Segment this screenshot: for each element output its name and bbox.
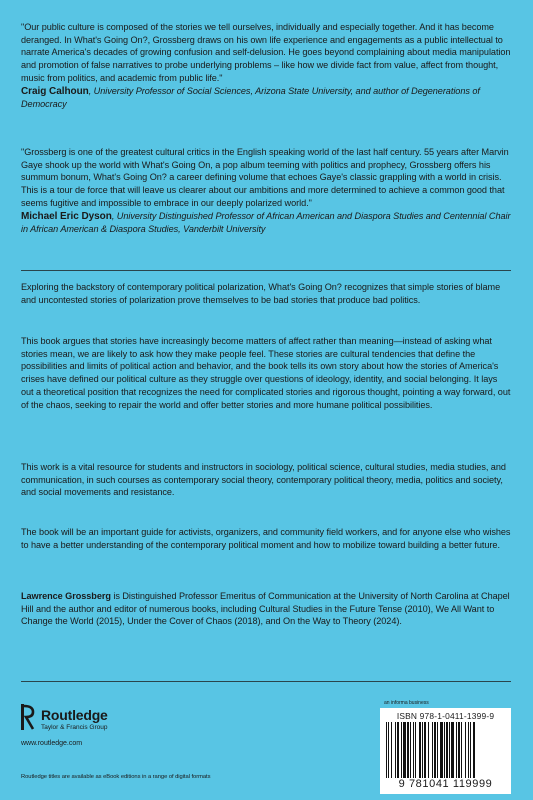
description-paragraph-3	[21, 461, 511, 499]
publisher-url: www.routledge.com	[21, 740, 83, 747]
description-text-2: This book argues that stories have increasingly become matters of affect rather than meaning—instead of asking what stories mean, we are likely to ask how they make people feel. These stories are cultural tendencies that define the possibilities and limits of political action and behavior, and the book tells its own story about how the stories of America's crises have defined our political culture as they struggle over questions of ideology, identity, and social belonging. It lays out a theoretical position that recognizes the need for complicated stories and rigorous thought, pointing a way forward, out of the chaos, seeking to repair the world and offer better stories and more humane political possibilities.	[21, 336, 511, 410]
description-text-3: This work is a vital resource for students and instructors in sociology, political science, cultural studies, media studies, and communication, in such courses as contemporary social theory, contemporary political theory, media, politics and society, and social movements and resistance.	[21, 462, 506, 498]
author-bio-text	[21, 590, 511, 628]
author-bio-body: is Distinguished Professor Emeritus of Communication at the University of North Carolina at Chapel Hill and the author and editor of numerous books, including Cultural Studies in the Future Tense (2010), We All Want to Change the World (2015), Under the Cover of Chaos (2018), and On the Way to Theory (2024).	[21, 591, 510, 627]
quote-2-attribution	[21, 210, 511, 236]
quote-2-title: , University Distinguished Professor of African American and Diaspora Studies and Centennial Chair in African American & Diaspora Studies, Vanderbilt University	[21, 210, 511, 235]
publisher-logo	[21, 704, 201, 764]
endorsement-quote-1	[21, 21, 511, 111]
publisher-name: Routledge	[41, 707, 108, 723]
barcode-bars-icon	[384, 722, 507, 778]
quote-1-text: "Our public culture is composed of the stories we tell ourselves, individually and especially together. And it has become deranged. In What's Going On?, Grossberg draws on his own life experience and engagements as a public intellectual to narrate America's decades of growing confusion and self-delusion. He goes beyond complaining about media manipulation and promotion of false narratives to probe underlying problems – like how we divide fact from value, affect from thought, music from politics, and academic from public life."	[21, 22, 511, 83]
isbn-number: ISBN 978-1-0411-1399-9	[396, 711, 495, 721]
description-text-1: Exploring the backstory of contemporary political polarization, What's Going On? recognizes that simple stories of blame and uncontested stories of polarization prove themselves to be bad stories that produce bad politics.	[21, 282, 501, 305]
quote-2-text: "Grossberg is one of the greatest cultural critics in the English speaking world of the last half century. 55 years after Marvin Gaye shook up the world with What's Going On, a pop album teeming with politics and prophecy, Grossberg offers his summum bonum, What's Going On? a career defining volume that echoes Gaye's classic grappling with a world in crisis. This is a tour de force that will leave us clearer about our ambitions and more determined to achieve a common good that seems fugitive and impossible to embrace in our deeply polarized world."	[21, 147, 509, 208]
quote-1-attribution	[21, 85, 511, 111]
publisher-subtitle: Taylor & Francis Group	[41, 724, 108, 731]
quote-2-name: Michael Eric Dyson	[21, 210, 112, 222]
routledge-r-icon	[21, 704, 35, 730]
divider-bottom	[21, 681, 511, 682]
divider-top	[21, 270, 511, 271]
description-paragraph-4	[21, 526, 511, 551]
barcode-digits: 9 781041 119999	[398, 778, 493, 790]
informa-caption: an informa business	[384, 700, 429, 706]
author-name: Lawrence Grossberg	[21, 591, 111, 601]
quote-1-name: Craig Calhoun	[21, 85, 89, 97]
author-bio	[21, 590, 511, 628]
ebook-notice: Routledge titles are available as eBook editions in a range of digital formats	[21, 774, 211, 780]
endorsement-quote-2	[21, 146, 511, 236]
isbn-barcode	[380, 708, 511, 794]
description-text-4: The book will be an important guide for activists, organizers, and community field workers, and for anyone else who wishes to have a better understanding of the contemporary political moment and how to mobilize toward building a better future.	[21, 527, 511, 550]
quote-1-title: , University Professor of Social Sciences, Arizona State University, and author of Degenerations of Democracy	[21, 85, 480, 110]
description-paragraph-2	[21, 335, 511, 411]
description-paragraph-1	[21, 281, 511, 306]
